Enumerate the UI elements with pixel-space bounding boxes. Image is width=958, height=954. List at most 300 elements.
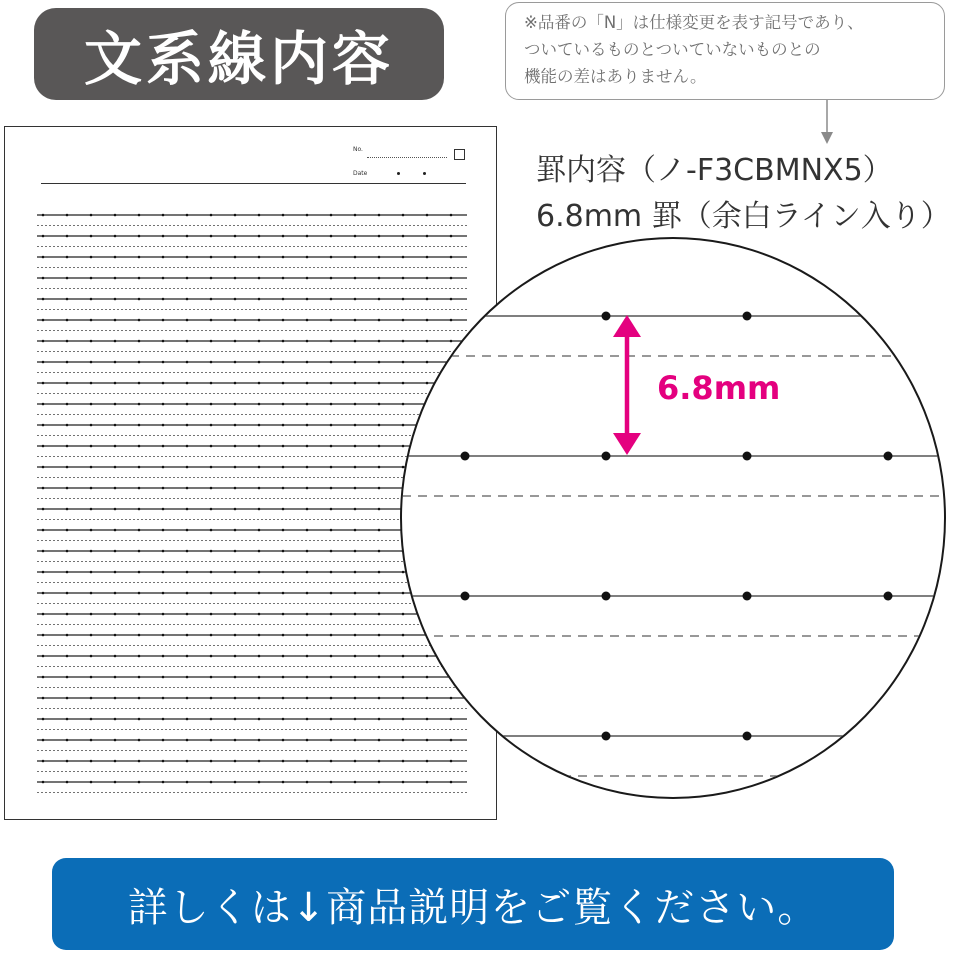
page-dot xyxy=(306,655,309,658)
page-dot xyxy=(210,571,213,574)
page-dot xyxy=(162,445,165,448)
page-dot xyxy=(450,214,453,217)
page-dot xyxy=(42,319,45,322)
zoom-dot xyxy=(743,592,752,601)
page-dot xyxy=(354,781,357,784)
page-dot xyxy=(234,760,237,763)
page-dot xyxy=(282,466,285,469)
page-dot xyxy=(354,214,357,217)
page-dot xyxy=(90,550,93,553)
page-dot xyxy=(138,277,141,280)
page-dot xyxy=(306,319,309,322)
page-dot xyxy=(90,529,93,532)
page-dot xyxy=(114,781,117,784)
page-dot xyxy=(282,319,285,322)
page-dot xyxy=(378,634,381,637)
page-dot xyxy=(90,277,93,280)
page-dot xyxy=(306,613,309,616)
page-dot xyxy=(42,487,45,490)
page-dot xyxy=(282,424,285,427)
page-dot xyxy=(66,382,69,385)
page-dot xyxy=(90,760,93,763)
page-dot xyxy=(306,445,309,448)
page-dot xyxy=(162,256,165,259)
page-dot xyxy=(42,403,45,406)
page-dot xyxy=(378,718,381,721)
page-dot xyxy=(42,361,45,364)
page-dot xyxy=(42,277,45,280)
page-dot xyxy=(66,655,69,658)
page-dot xyxy=(210,403,213,406)
page-dot xyxy=(138,676,141,679)
page-dot xyxy=(162,571,165,574)
page-dot xyxy=(354,550,357,553)
page-dot xyxy=(186,256,189,259)
page-dot xyxy=(186,592,189,595)
page-dot xyxy=(378,760,381,763)
page-dot xyxy=(234,319,237,322)
page-dot xyxy=(258,529,261,532)
page-dot xyxy=(306,298,309,301)
page-dot xyxy=(258,613,261,616)
page-dot xyxy=(330,508,333,511)
page-dot xyxy=(90,487,93,490)
page-dot xyxy=(234,718,237,721)
page-dot xyxy=(282,634,285,637)
page-dot xyxy=(378,655,381,658)
zoom-dot xyxy=(461,312,470,321)
page-dot xyxy=(114,613,117,616)
page-dot xyxy=(378,340,381,343)
page-dot xyxy=(90,214,93,217)
page-dot xyxy=(138,655,141,658)
page-dot xyxy=(282,592,285,595)
page-dot xyxy=(234,592,237,595)
page-dot xyxy=(210,676,213,679)
page-dot xyxy=(66,277,69,280)
page-dot xyxy=(66,214,69,217)
page-dot xyxy=(234,235,237,238)
page-dot xyxy=(66,340,69,343)
page-dot xyxy=(234,361,237,364)
page-dot xyxy=(162,382,165,385)
page-dot xyxy=(162,529,165,532)
page-dot xyxy=(42,613,45,616)
zoom-dot xyxy=(884,312,893,321)
zoom-dot xyxy=(602,732,611,741)
page-dot xyxy=(162,634,165,637)
page-dot xyxy=(42,382,45,385)
page-dot xyxy=(42,424,45,427)
page-dot xyxy=(306,235,309,238)
page-dot xyxy=(114,508,117,511)
page-dot xyxy=(306,256,309,259)
page-dot xyxy=(66,550,69,553)
page-dot xyxy=(114,760,117,763)
page-dot xyxy=(66,739,69,742)
page-dot xyxy=(210,613,213,616)
zoom-dot xyxy=(743,312,752,321)
page-dot xyxy=(186,529,189,532)
page-dot xyxy=(234,424,237,427)
page-dot xyxy=(114,529,117,532)
page-dot xyxy=(42,697,45,700)
page-dot xyxy=(354,445,357,448)
page-dot xyxy=(162,613,165,616)
page-dot xyxy=(330,718,333,721)
page-dot xyxy=(66,235,69,238)
page-dot xyxy=(330,571,333,574)
page-dot xyxy=(186,235,189,238)
page-dot xyxy=(66,676,69,679)
page-dot xyxy=(306,592,309,595)
page-dot xyxy=(186,781,189,784)
page-dot xyxy=(354,529,357,532)
page-dot xyxy=(90,319,93,322)
page-dot xyxy=(354,739,357,742)
page-dot xyxy=(330,277,333,280)
page-dot xyxy=(354,508,357,511)
page-dot xyxy=(90,445,93,448)
page-dot xyxy=(162,718,165,721)
page-dot xyxy=(306,277,309,280)
page-dot xyxy=(138,340,141,343)
page-dot xyxy=(354,760,357,763)
page-dot xyxy=(258,319,261,322)
page-dot xyxy=(258,781,261,784)
page-dot xyxy=(42,676,45,679)
page-dot xyxy=(282,550,285,553)
page-dot xyxy=(162,739,165,742)
page-dot xyxy=(234,466,237,469)
page-dot xyxy=(66,466,69,469)
page-dot xyxy=(138,613,141,616)
page-dot xyxy=(186,214,189,217)
page-dot xyxy=(138,739,141,742)
page-dot xyxy=(210,445,213,448)
page-dot xyxy=(378,319,381,322)
page-dot xyxy=(234,403,237,406)
page-dot xyxy=(66,718,69,721)
page-dot xyxy=(258,214,261,217)
page-dot xyxy=(186,403,189,406)
page-dot xyxy=(162,592,165,595)
page-dot xyxy=(330,676,333,679)
page-dot xyxy=(258,508,261,511)
zoom-dot xyxy=(461,592,470,601)
page-dot xyxy=(330,592,333,595)
page-dot xyxy=(330,256,333,259)
note-line-1: ※品番の「N」は仕様変更を表す記号であり、 xyxy=(524,13,864,32)
page-dot xyxy=(306,676,309,679)
page-dot xyxy=(306,403,309,406)
page-dot xyxy=(258,424,261,427)
spec-line-1: 罫内容（ノ-F3CBMNX5） xyxy=(536,153,893,188)
page-dot xyxy=(210,487,213,490)
page-dot xyxy=(162,298,165,301)
page-dot xyxy=(306,739,309,742)
page-dot xyxy=(354,361,357,364)
page-dot xyxy=(282,676,285,679)
page-dot xyxy=(234,634,237,637)
page-dot xyxy=(66,592,69,595)
page-dot xyxy=(282,445,285,448)
page-dot xyxy=(114,277,117,280)
page-dot xyxy=(114,634,117,637)
page-dot xyxy=(210,214,213,217)
page-dot xyxy=(402,214,405,217)
title-text: 文系線内容 xyxy=(83,25,394,93)
page-date-label: Date xyxy=(353,170,368,177)
note-line-3: 機能の差はありません。 xyxy=(524,67,707,86)
page-dot xyxy=(282,739,285,742)
page-dot xyxy=(354,466,357,469)
page-dot xyxy=(162,508,165,511)
page-dot xyxy=(378,361,381,364)
page-dot xyxy=(354,235,357,238)
page-dot xyxy=(258,235,261,238)
zoom-dot xyxy=(461,732,470,741)
page-dot xyxy=(258,382,261,385)
page-dot xyxy=(282,298,285,301)
page-dot xyxy=(138,760,141,763)
page-dot xyxy=(258,445,261,448)
page-dot xyxy=(90,718,93,721)
page-dot xyxy=(210,718,213,721)
page-dot xyxy=(138,634,141,637)
page-dot xyxy=(90,739,93,742)
page-dot xyxy=(114,655,117,658)
page-dot xyxy=(210,235,213,238)
page-dot xyxy=(306,571,309,574)
page-dot xyxy=(354,655,357,658)
page-dot xyxy=(330,424,333,427)
page-dot xyxy=(306,382,309,385)
page-dot xyxy=(114,466,117,469)
page-dot xyxy=(138,781,141,784)
page-dot xyxy=(378,781,381,784)
page-dot xyxy=(258,340,261,343)
page-dot xyxy=(210,550,213,553)
page-dot xyxy=(138,235,141,238)
page-dot xyxy=(186,634,189,637)
page-dot xyxy=(186,424,189,427)
page-dot xyxy=(282,697,285,700)
page-dot xyxy=(114,697,117,700)
page-dot xyxy=(378,403,381,406)
page-dot xyxy=(234,277,237,280)
page-dot xyxy=(186,571,189,574)
page-dot xyxy=(282,508,285,511)
page-dot xyxy=(90,676,93,679)
page-dot xyxy=(186,361,189,364)
page-dot xyxy=(66,697,69,700)
page-dot xyxy=(378,298,381,301)
page-dot xyxy=(66,529,69,532)
page-dot xyxy=(210,340,213,343)
page-dot xyxy=(114,340,117,343)
page-dot xyxy=(186,655,189,658)
page-dot xyxy=(234,781,237,784)
page-dot xyxy=(138,424,141,427)
page-dot xyxy=(210,361,213,364)
page-dot xyxy=(114,571,117,574)
page-dot xyxy=(258,361,261,364)
page-dot xyxy=(426,235,429,238)
page-dot xyxy=(114,445,117,448)
page-dot xyxy=(162,781,165,784)
page-dot xyxy=(330,340,333,343)
page-dot xyxy=(354,697,357,700)
zoom-dot xyxy=(884,592,893,601)
page-dot xyxy=(66,403,69,406)
page-dot xyxy=(306,466,309,469)
page-dot xyxy=(354,718,357,721)
page-dot xyxy=(210,466,213,469)
page-dot xyxy=(138,445,141,448)
page-dot xyxy=(90,235,93,238)
page-dot xyxy=(306,781,309,784)
page-dot xyxy=(354,424,357,427)
page-dot xyxy=(330,529,333,532)
page-dot xyxy=(234,697,237,700)
page-dot xyxy=(186,550,189,553)
page-dot xyxy=(234,298,237,301)
page-dot xyxy=(42,340,45,343)
page-dot xyxy=(186,277,189,280)
page-dot xyxy=(210,508,213,511)
page-dot xyxy=(258,466,261,469)
page-dot xyxy=(42,760,45,763)
page-dot xyxy=(330,739,333,742)
page-dot xyxy=(354,571,357,574)
page-dot xyxy=(330,697,333,700)
page-dot xyxy=(306,214,309,217)
page-dot xyxy=(282,487,285,490)
page-dot xyxy=(306,550,309,553)
page-dot xyxy=(90,781,93,784)
page-dot xyxy=(330,382,333,385)
page-dot xyxy=(42,634,45,637)
page-dot xyxy=(162,550,165,553)
page-dot xyxy=(378,571,381,574)
page-dot xyxy=(282,361,285,364)
page-dot xyxy=(282,235,285,238)
page-dot xyxy=(354,487,357,490)
page-dot xyxy=(210,298,213,301)
page-dot xyxy=(138,382,141,385)
pitch-label: 6.8mm xyxy=(657,369,781,407)
page-dot xyxy=(186,676,189,679)
page-dot xyxy=(354,340,357,343)
zoom-dot xyxy=(602,452,611,461)
page-dot xyxy=(306,697,309,700)
page-dot xyxy=(258,655,261,658)
page-dot xyxy=(234,739,237,742)
page-dot xyxy=(90,697,93,700)
page-dot xyxy=(258,760,261,763)
page-dot xyxy=(90,424,93,427)
page-dot xyxy=(378,508,381,511)
page-dot xyxy=(282,655,285,658)
page-dot xyxy=(66,487,69,490)
page-dot xyxy=(186,613,189,616)
page-dot xyxy=(114,676,117,679)
page-dot xyxy=(282,382,285,385)
page-dot xyxy=(186,697,189,700)
page-dot xyxy=(114,382,117,385)
page-dot xyxy=(42,466,45,469)
page-dot xyxy=(210,529,213,532)
page-dot xyxy=(42,256,45,259)
page-dot xyxy=(114,298,117,301)
page-dot xyxy=(42,781,45,784)
page-dot xyxy=(162,361,165,364)
zoom-dot xyxy=(743,732,752,741)
page-dot xyxy=(282,760,285,763)
page-dot xyxy=(234,655,237,658)
page-dot xyxy=(378,277,381,280)
page-dot xyxy=(258,256,261,259)
page-dot xyxy=(234,487,237,490)
page-dot xyxy=(42,529,45,532)
page-dot xyxy=(162,214,165,217)
zoom-dot xyxy=(884,732,893,741)
page-dot xyxy=(90,508,93,511)
zoom-dot xyxy=(602,312,611,321)
page-dot xyxy=(186,739,189,742)
page-dot xyxy=(234,550,237,553)
page-dot xyxy=(306,760,309,763)
page-dot xyxy=(66,508,69,511)
page-dot xyxy=(330,781,333,784)
page-dot xyxy=(42,571,45,574)
page-dot xyxy=(258,403,261,406)
page-dot xyxy=(66,319,69,322)
page-dot xyxy=(186,718,189,721)
page-dot xyxy=(210,739,213,742)
page-dot xyxy=(258,550,261,553)
page-dot xyxy=(354,676,357,679)
page-dot xyxy=(138,697,141,700)
page-dot xyxy=(282,277,285,280)
page-dot xyxy=(378,424,381,427)
page-dot xyxy=(90,403,93,406)
page-dot xyxy=(234,613,237,616)
page-dot xyxy=(354,403,357,406)
page-dot xyxy=(330,361,333,364)
page-dot xyxy=(354,613,357,616)
page-dot xyxy=(330,613,333,616)
page-dot xyxy=(354,256,357,259)
zoom-dot xyxy=(461,452,470,461)
page-dot xyxy=(42,655,45,658)
page-dot xyxy=(138,529,141,532)
page-dot xyxy=(234,445,237,448)
page-dot xyxy=(90,613,93,616)
page-dot xyxy=(330,445,333,448)
page-dot xyxy=(234,529,237,532)
page-dot xyxy=(330,487,333,490)
page-dot xyxy=(42,445,45,448)
page-dot xyxy=(210,256,213,259)
page-dot xyxy=(162,697,165,700)
page-dot xyxy=(210,655,213,658)
page-dot xyxy=(330,655,333,658)
page-dot xyxy=(282,340,285,343)
page-dot xyxy=(210,592,213,595)
spec-line-2: 6.8mm 罫（余白ライン入り） xyxy=(536,199,951,234)
